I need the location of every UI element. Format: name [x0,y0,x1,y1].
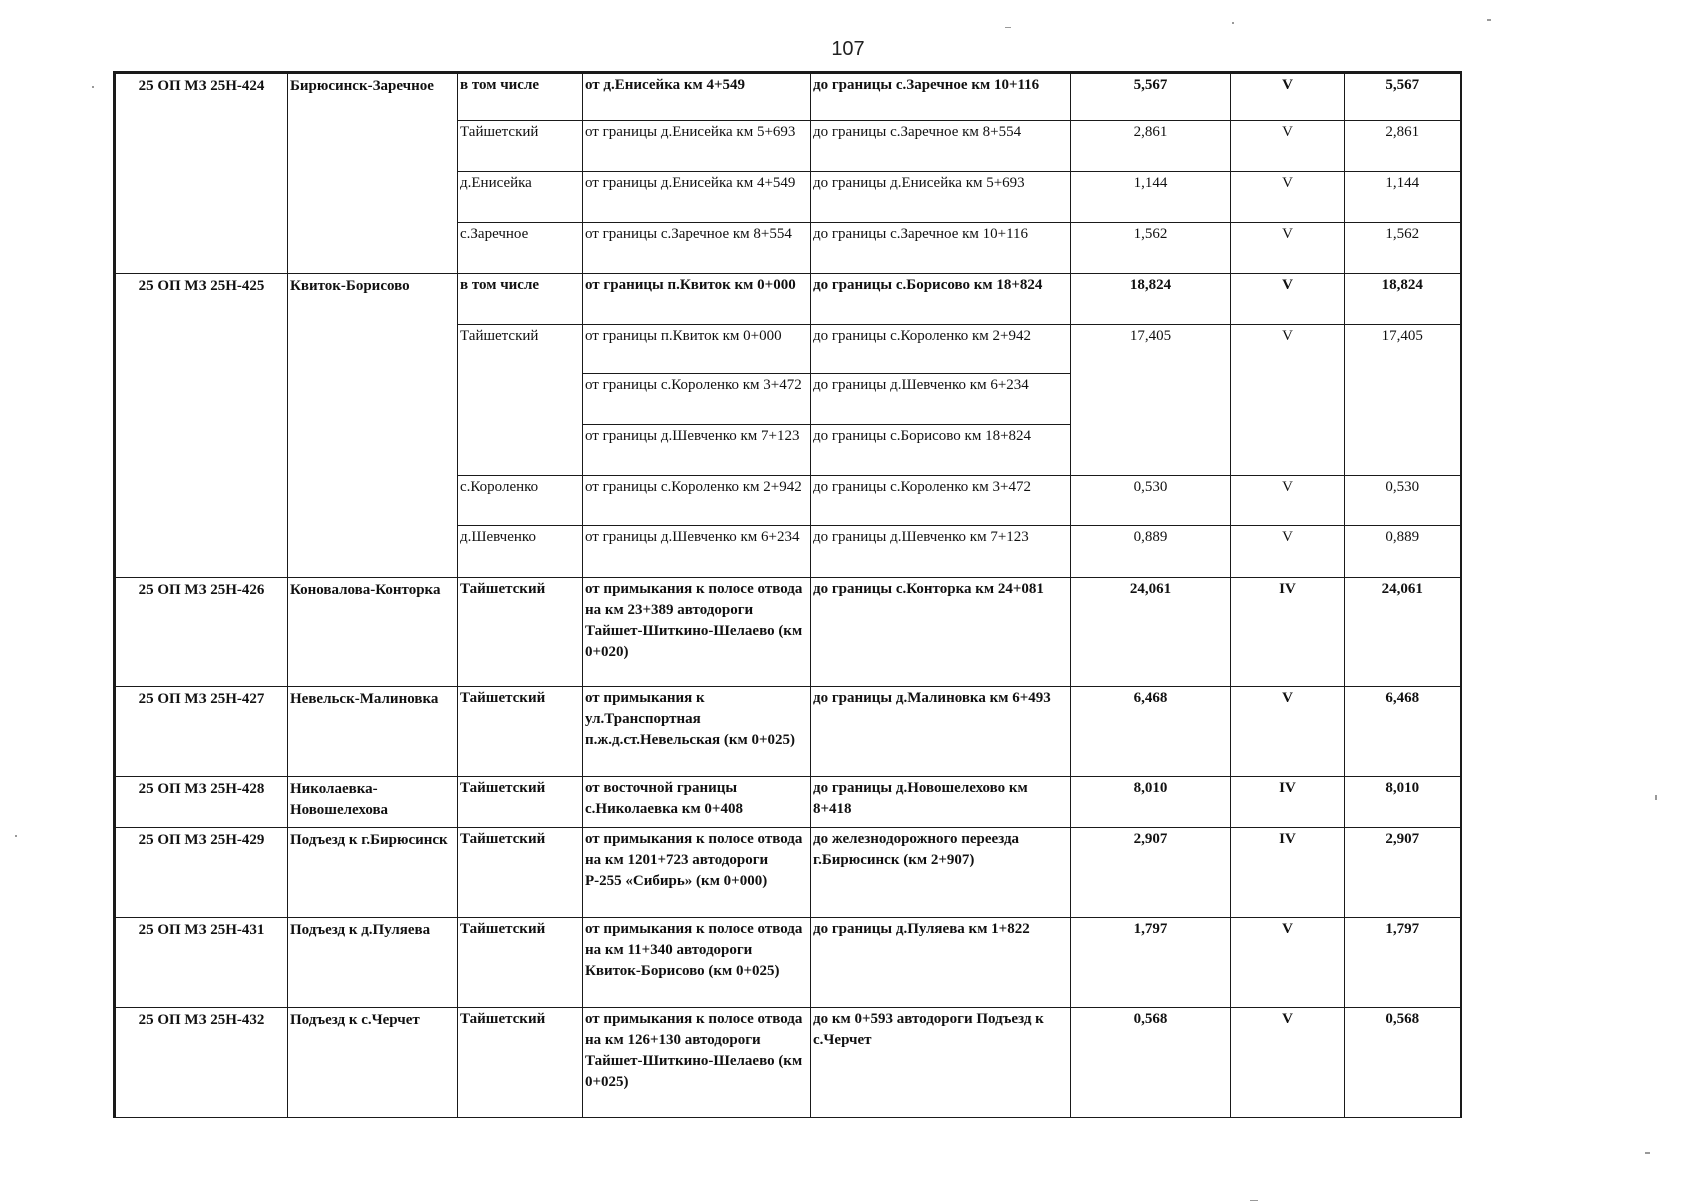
segment-start-cell: от примыкания к полосе отвода на км 126+130 автодороги Тайшет-Шиткино-Шелаево (км 0+025) [583,1008,811,1118]
roads-table [115,73,1462,1118]
category-cell: V [1231,121,1345,172]
road-name: Подъезд к д.Пуляева [288,918,458,1008]
category-cell: IV [1231,828,1345,918]
page-number: 107 [831,38,865,60]
length-cell: 6,468 [1071,687,1231,777]
total-length-cell: 5,567 [1345,74,1461,121]
segment-start-cell: от границы с.Короленко км 3+472 [583,374,811,425]
segment-start-cell: от границы д.Шевченко км 7+123 [583,425,811,476]
roads-table-frame [113,71,1462,1118]
segment-end-cell: до км 0+593 автодороги Подъезд к с.Черчет [811,1008,1071,1118]
length-cell: 0,889 [1071,526,1231,578]
total-length-cell: 17,405 [1345,325,1461,476]
scan-speck [1005,27,1011,28]
length-cell: 1,562 [1071,223,1231,274]
segment-end-cell: до границы д.Енисейка км 5+693 [811,172,1071,223]
district-cell: в том числе [458,74,583,121]
scan-speck [1645,1152,1650,1154]
road-code: 25 ОП МЗ 25Н-429 [116,828,288,918]
segment-start-cell: от границы с.Заречное км 8+554 [583,223,811,274]
segment-end-cell: до границы д.Новошелехово км 8+418 [811,777,1071,828]
table-row [116,74,1461,121]
road-code: 25 ОП МЗ 25Н-431 [116,918,288,1008]
road-name: Невельск-Малиновка [288,687,458,777]
district-cell: в том числе [458,274,583,325]
segment-start-cell: от примыкания к ул.Транспортная п.ж.д.ст.Невельская (км 0+025) [583,687,811,777]
total-length-cell: 18,824 [1345,274,1461,325]
category-cell: V [1231,687,1345,777]
category-cell: V [1231,325,1345,476]
total-length-cell: 2,907 [1345,828,1461,918]
segment-end-cell: до границы д.Шевченко км 6+234 [811,374,1071,425]
segment-end-cell: до границы с.Заречное км 10+116 [811,74,1071,121]
district-cell: Тайшетский [458,687,583,777]
total-length-cell: 0,568 [1345,1008,1461,1118]
total-length-cell: 1,144 [1345,172,1461,223]
total-length-cell: 0,889 [1345,526,1461,578]
segment-start-cell: от границы с.Короленко км 2+942 [583,476,811,526]
total-length-cell: 1,562 [1345,223,1461,274]
total-length-cell: 24,061 [1345,578,1461,687]
scan-speck [1487,19,1491,21]
total-length-cell: 6,468 [1345,687,1461,777]
category-cell: V [1231,526,1345,578]
segment-end-cell: до границы с.Короленко км 3+472 [811,476,1071,526]
roads-table-body [116,74,1461,1118]
segment-start-cell: от примыкания к полосе отвода на км 11+340 автодороги Квиток-Борисово (км 0+025) [583,918,811,1008]
segment-start-cell: от границы п.Квиток км 0+000 [583,325,811,374]
category-cell: V [1231,1008,1345,1118]
district-cell: Тайшетский [458,121,583,172]
table-row [116,687,1461,777]
district-cell: Тайшетский [458,325,583,476]
category-cell: V [1231,74,1345,121]
district-cell: Тайшетский [458,828,583,918]
segment-start-cell: от д.Енисейка км 4+549 [583,74,811,121]
district-cell: Тайшетский [458,578,583,687]
table-row [116,274,1461,325]
length-cell: 24,061 [1071,578,1231,687]
road-code: 25 ОП МЗ 25Н-428 [116,777,288,828]
category-cell: V [1231,918,1345,1008]
table-row [116,1008,1461,1118]
district-cell: д.Енисейка [458,172,583,223]
category-cell: IV [1231,578,1345,687]
road-name: Подъезд к с.Черчет [288,1008,458,1118]
segment-end-cell: до границы с.Заречное км 10+116 [811,223,1071,274]
table-row [116,918,1461,1008]
scan-speck [92,86,94,88]
segment-start-cell: от границы д.Енисейка км 5+693 [583,121,811,172]
category-cell: V [1231,274,1345,325]
segment-start-cell: от примыкания к полосе отвода на км 1201+723 автодороги Р-255 «Сибирь» (км 0+000) [583,828,811,918]
length-cell: 2,907 [1071,828,1231,918]
road-name: Коновалова-Конторка [288,578,458,687]
segment-end-cell: до границы д.Малиновка км 6+493 [811,687,1071,777]
road-code: 25 ОП МЗ 25Н-425 [116,274,288,578]
road-name: Подъезд к г.Бирюсинск [288,828,458,918]
length-cell: 1,144 [1071,172,1231,223]
segment-end-cell: до границы с.Борисово км 18+824 [811,274,1071,325]
table-row [116,828,1461,918]
table-row [116,777,1461,828]
segment-end-cell: до границы д.Шевченко км 7+123 [811,526,1071,578]
district-cell: с.Короленко [458,476,583,526]
length-cell: 0,530 [1071,476,1231,526]
length-cell: 2,861 [1071,121,1231,172]
road-name: Николаевка-Новошелехова [288,777,458,828]
length-cell: 8,010 [1071,777,1231,828]
segment-end-cell: до границы с.Борисово км 18+824 [811,425,1071,476]
total-length-cell: 1,797 [1345,918,1461,1008]
segment-end-cell: до железнодорожного переезда г.Бирюсинск (км 2+907) [811,828,1071,918]
total-length-cell: 2,861 [1345,121,1461,172]
district-cell: Тайшетский [458,918,583,1008]
length-cell: 18,824 [1071,274,1231,325]
segment-start-cell: от примыкания к полосе отвода на км 23+389 автодороги Тайшет-Шиткино-Шелаево (км 0+020) [583,578,811,687]
district-cell: д.Шевченко [458,526,583,578]
road-name: Квиток-Борисово [288,274,458,578]
category-cell: V [1231,223,1345,274]
scan-speck [15,835,17,837]
district-cell: Тайшетский [458,1008,583,1118]
total-length-cell: 0,530 [1345,476,1461,526]
district-cell: с.Заречное [458,223,583,274]
scan-speck [1232,22,1234,24]
segment-start-cell: от границы д.Енисейка км 4+549 [583,172,811,223]
length-cell: 17,405 [1071,325,1231,476]
segment-end-cell: до границы с.Конторка км 24+081 [811,578,1071,687]
road-name: Бирюсинск-Заречное [288,74,458,274]
segment-start-cell: от границы д.Шевченко км 6+234 [583,526,811,578]
length-cell: 0,568 [1071,1008,1231,1118]
segment-end-cell: до границы с.Короленко км 2+942 [811,325,1071,374]
category-cell: V [1231,476,1345,526]
scan-speck [1655,795,1657,800]
segment-end-cell: до границы д.Пуляева км 1+822 [811,918,1071,1008]
length-cell: 1,797 [1071,918,1231,1008]
table-row [116,578,1461,687]
segment-end-cell: до границы с.Заречное км 8+554 [811,121,1071,172]
length-cell: 5,567 [1071,74,1231,121]
road-code: 25 ОП МЗ 25Н-426 [116,578,288,687]
total-length-cell: 8,010 [1345,777,1461,828]
district-cell: Тайшетский [458,777,583,828]
road-code: 25 ОП МЗ 25Н-432 [116,1008,288,1118]
category-cell: IV [1231,777,1345,828]
segment-start-cell: от границы п.Квиток км 0+000 [583,274,811,325]
segment-start-cell: от восточной границы с.Николаевка км 0+408 [583,777,811,828]
category-cell: V [1231,172,1345,223]
road-code: 25 ОП МЗ 25Н-427 [116,687,288,777]
road-code: 25 ОП МЗ 25Н-424 [116,74,288,274]
